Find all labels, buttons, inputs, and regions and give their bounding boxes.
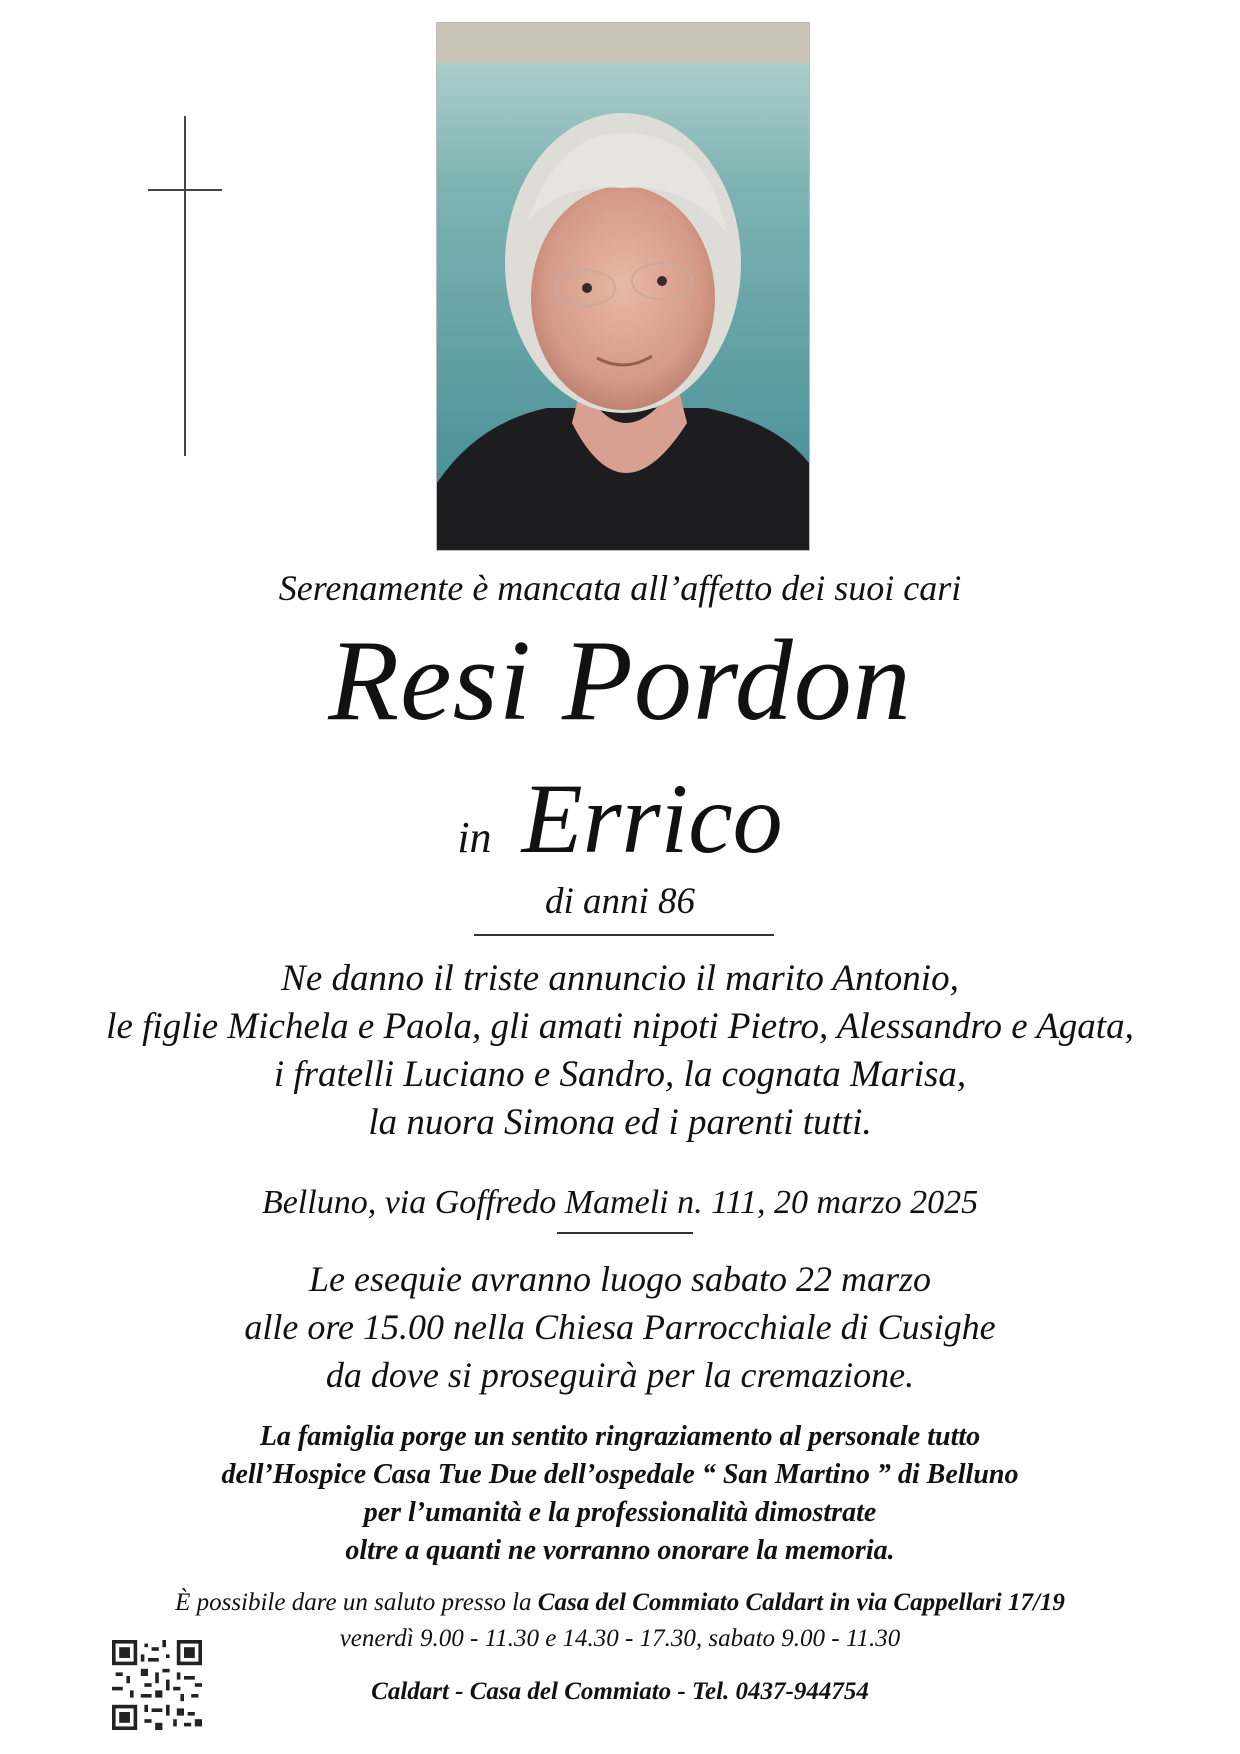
married-surname: Errico <box>521 763 783 874</box>
family-line: i fratelli Luciano e Sandro, la cognata Marisa, <box>273 1054 967 1095</box>
married-prefix: in <box>457 813 492 862</box>
funeral-info <box>0 1255 1240 1399</box>
thanks-line: dell’Hospice Casa Tue Due dell’ospedale “ San Martino ” di Belluno <box>221 1459 1019 1490</box>
family-announcement <box>0 955 1240 1147</box>
intro-text: Serenamente è mancata all’affetto dei suoi cari <box>278 568 962 608</box>
funeral-line: alle ore 15.00 nella Chiesa Parrocchiale di Cusighe <box>244 1307 996 1347</box>
divider-line-short <box>557 1232 693 1234</box>
thanks-message <box>0 1418 1240 1570</box>
divider-line <box>474 934 774 936</box>
visit-location: Casa del Commiato Caldart in via Cappellari 17/19 <box>537 1589 1065 1616</box>
age-text: di anni 86 <box>544 881 696 922</box>
funeral-line: da dove si proseguirà per la cremazione. <box>325 1355 915 1395</box>
deceased-name: Resi Pordon <box>328 617 912 745</box>
family-line: la nuora Simona ed i parenti tutti. <box>368 1102 872 1143</box>
thanks-line: per l’umanità e la professionalità dimostrate <box>363 1497 877 1528</box>
visit-line <box>0 1585 1240 1621</box>
place-date: Belluno, via Goffredo Mameli n. 111, 20 marzo 2025 <box>261 1184 979 1221</box>
married-name <box>0 763 1240 874</box>
thanks-line: oltre a quanti ne vorranno onorare la memoria. <box>345 1535 895 1566</box>
contact-info: Caldart - Casa del Commiato - Tel. 0437-944754 <box>371 1678 869 1705</box>
family-line: Ne danno il triste annuncio il marito Antonio, <box>281 958 959 999</box>
thanks-line: La famiglia porge un sentito ringraziamento al personale tutto <box>259 1421 981 1452</box>
cross-vertical-line <box>184 116 186 456</box>
cross-horizontal-line <box>148 189 222 191</box>
visit-text: È possibile dare un saluto presso la <box>175 1589 538 1616</box>
portrait-photo <box>436 22 810 551</box>
visit-hours: venerdì 9.00 - 11.30 e 14.30 - 17.30, sabato 9.00 - 11.30 <box>339 1625 901 1652</box>
family-line: le figlie Michela e Paola, gli amati nipoti Pietro, Alessandro e Agata, <box>106 1006 1134 1047</box>
funeral-line: Le esequie avranno luogo sabato 22 marzo <box>309 1259 931 1299</box>
